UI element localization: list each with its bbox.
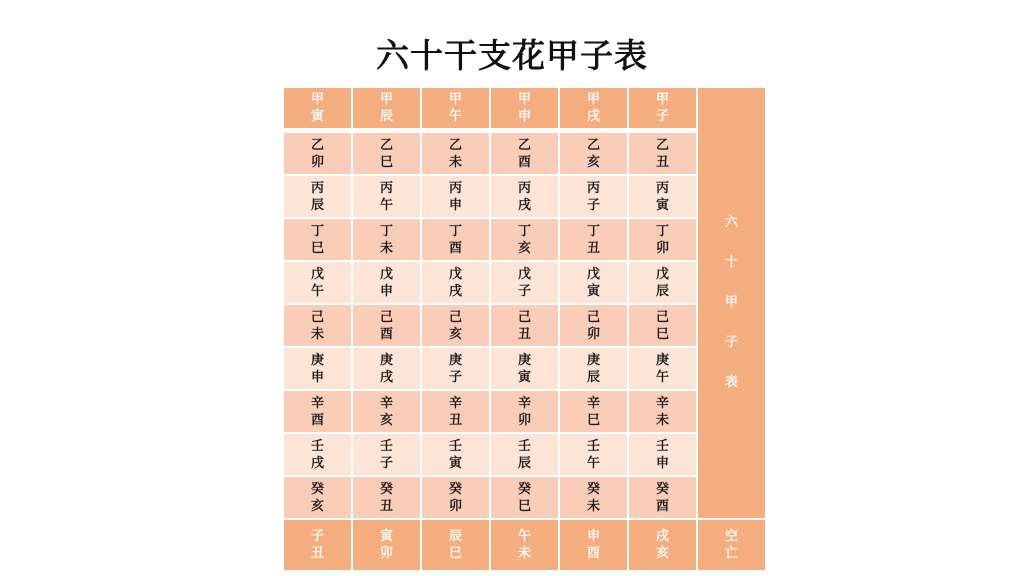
branch-char: 子 — [517, 283, 531, 299]
branch-char: 辰 — [586, 369, 600, 385]
stem-char: 丙 — [517, 180, 531, 196]
table-cell — [422, 477, 489, 518]
table-row — [284, 176, 765, 217]
stem-char: 乙 — [310, 137, 324, 153]
side-label-char: 甲 — [724, 295, 738, 310]
table-cell — [491, 133, 558, 174]
stem-char: 戊 — [655, 266, 669, 282]
stem-char: 丙 — [379, 180, 393, 196]
footer-side-char: 亡 — [724, 546, 738, 561]
stem-char: 癸 — [517, 481, 531, 497]
stem-char: 癸 — [448, 481, 462, 497]
table-row — [284, 219, 765, 260]
table-cell — [422, 391, 489, 432]
branch-char: 酉 — [586, 546, 600, 561]
stem-char: 戊 — [517, 266, 531, 282]
table-cell — [422, 434, 489, 475]
table-cell — [560, 133, 627, 174]
stem-char: 甲 — [379, 92, 393, 107]
table-cell — [284, 133, 351, 174]
table-cell — [284, 262, 351, 303]
footer-cell — [560, 520, 627, 570]
branch-char: 卯 — [586, 326, 600, 342]
stem-char: 庚 — [517, 352, 531, 368]
stem-char: 乙 — [379, 137, 393, 153]
stem-char: 丙 — [448, 180, 462, 196]
branch-char: 申 — [517, 109, 531, 124]
stem-char: 壬 — [655, 438, 669, 454]
stem-char: 丁 — [310, 223, 324, 239]
table-cell — [560, 219, 627, 260]
stem-char: 戊 — [586, 266, 600, 282]
separator — [353, 130, 420, 131]
header-cell — [284, 88, 351, 128]
branch-char: 卯 — [655, 240, 669, 256]
stem-char: 丙 — [655, 180, 669, 196]
stem-char: 己 — [310, 309, 324, 325]
stem-char: 丁 — [379, 223, 393, 239]
table-cell — [284, 434, 351, 475]
footer-cell — [491, 520, 558, 570]
separator-row — [284, 130, 765, 131]
branch-char: 亥 — [586, 154, 600, 170]
table-cell — [560, 348, 627, 389]
side-label-char: 表 — [724, 375, 738, 390]
branch-char: 未 — [448, 154, 462, 170]
branch-char: 戌 — [448, 283, 462, 299]
table-cell — [284, 219, 351, 260]
branch-char: 申 — [448, 197, 462, 213]
side-label-char: 子 — [724, 335, 738, 350]
table-cell — [491, 348, 558, 389]
table-row — [284, 391, 765, 432]
branch-char: 巳 — [517, 498, 531, 514]
branch-char: 未 — [310, 326, 324, 342]
stem-char: 壬 — [379, 438, 393, 454]
stem-char: 丁 — [448, 223, 462, 239]
branch-char: 酉 — [448, 240, 462, 256]
stem-char: 己 — [379, 309, 393, 325]
stem-char: 癸 — [655, 481, 669, 497]
table-cell — [491, 305, 558, 346]
table-cell — [560, 434, 627, 475]
stem-char: 甲 — [310, 92, 324, 107]
table-cell — [353, 133, 420, 174]
stem-char: 癸 — [379, 481, 393, 497]
branch-char: 戌 — [310, 455, 324, 471]
header-cell — [353, 88, 420, 128]
branch-char: 申 — [655, 455, 669, 471]
branch-char: 亥 — [379, 412, 393, 428]
table-cell — [629, 434, 696, 475]
table-cell — [353, 348, 420, 389]
branch-char: 未 — [586, 498, 600, 514]
table-cell — [422, 176, 489, 217]
branch-char: 子 — [448, 369, 462, 385]
stem-char: 午 — [517, 529, 531, 544]
side-label-char: 十 — [724, 255, 738, 270]
table-cell — [629, 348, 696, 389]
stem-char: 庚 — [379, 352, 393, 368]
header-cell — [629, 88, 696, 128]
branch-char: 寅 — [655, 197, 669, 213]
branch-char: 辰 — [379, 109, 393, 124]
stem-char: 戌 — [655, 529, 669, 544]
branch-char: 子 — [655, 109, 669, 124]
table-cell — [629, 133, 696, 174]
table-cell — [353, 434, 420, 475]
table-cell — [422, 219, 489, 260]
side-label — [698, 88, 765, 518]
stem-char: 丁 — [517, 223, 531, 239]
stem-char: 乙 — [655, 137, 669, 153]
branch-char: 申 — [379, 283, 393, 299]
stem-char: 甲 — [517, 92, 531, 107]
stem-char: 辛 — [448, 395, 462, 411]
branch-char: 亥 — [448, 326, 462, 342]
stem-char: 壬 — [448, 438, 462, 454]
table-cell — [629, 176, 696, 217]
branch-char: 辰 — [517, 455, 531, 471]
footer-side-label — [698, 520, 765, 570]
header-cell — [560, 88, 627, 128]
stem-char: 庚 — [310, 352, 324, 368]
table-cell — [560, 477, 627, 518]
table-cell — [422, 133, 489, 174]
table-cell — [284, 391, 351, 432]
branch-char: 丑 — [310, 546, 324, 561]
table-cell — [422, 262, 489, 303]
branch-char: 午 — [310, 283, 324, 299]
branch-char: 午 — [655, 369, 669, 385]
stem-char: 戊 — [448, 266, 462, 282]
branch-char: 巳 — [586, 412, 600, 428]
stem-char: 己 — [655, 309, 669, 325]
branch-char: 未 — [517, 546, 531, 561]
table-row — [284, 348, 765, 389]
branch-char: 未 — [379, 240, 393, 256]
table-cell — [491, 477, 558, 518]
table-cell — [560, 262, 627, 303]
branch-char: 亥 — [655, 546, 669, 561]
branch-char: 辰 — [310, 197, 324, 213]
branch-char: 巳 — [310, 240, 324, 256]
footer-row — [284, 520, 765, 570]
stem-char: 辛 — [655, 395, 669, 411]
stem-char: 己 — [586, 309, 600, 325]
table-cell — [353, 305, 420, 346]
separator — [629, 130, 696, 131]
table-cell — [353, 262, 420, 303]
table-cell — [629, 262, 696, 303]
stem-char: 丁 — [586, 223, 600, 239]
stem-char: 戊 — [310, 266, 324, 282]
stem-char: 甲 — [586, 92, 600, 107]
table-cell — [491, 391, 558, 432]
branch-char: 丑 — [448, 412, 462, 428]
branch-char: 巳 — [448, 546, 462, 561]
stem-char: 己 — [448, 309, 462, 325]
table-cell — [284, 348, 351, 389]
stem-char: 己 — [517, 309, 531, 325]
stem-char: 辰 — [448, 529, 462, 544]
footer-cell — [629, 520, 696, 570]
stem-char: 辛 — [517, 395, 531, 411]
stem-char: 戊 — [379, 266, 393, 282]
stem-char: 癸 — [586, 481, 600, 497]
stem-char: 丁 — [655, 223, 669, 239]
footer-cell — [284, 520, 351, 570]
table-cell — [491, 176, 558, 217]
stem-char: 乙 — [586, 137, 600, 153]
branch-char: 申 — [310, 369, 324, 385]
stem-char: 丙 — [310, 180, 324, 196]
stem-char: 辛 — [310, 395, 324, 411]
stem-char: 壬 — [310, 438, 324, 454]
stem-char: 寅 — [379, 529, 393, 544]
table-row — [284, 262, 765, 303]
branch-char: 酉 — [379, 326, 393, 342]
branch-char: 丑 — [517, 326, 531, 342]
footer-cell — [422, 520, 489, 570]
stem-char: 丙 — [586, 180, 600, 196]
branch-char: 子 — [379, 455, 393, 471]
stem-char: 庚 — [586, 352, 600, 368]
side-label-char: 六 — [724, 215, 738, 230]
stem-char: 甲 — [655, 92, 669, 107]
table-cell — [629, 391, 696, 432]
separator — [422, 130, 489, 131]
footer-cell — [353, 520, 420, 570]
table-row — [284, 305, 765, 346]
table-cell — [284, 176, 351, 217]
branch-char: 未 — [655, 412, 669, 428]
stem-char: 甲 — [448, 92, 462, 107]
branch-char: 子 — [586, 197, 600, 213]
separator — [560, 130, 627, 131]
branch-char: 寅 — [310, 109, 324, 124]
branch-char: 亥 — [310, 498, 324, 514]
stem-char: 癸 — [310, 481, 324, 497]
table-row — [284, 434, 765, 475]
table-row — [284, 133, 765, 174]
header-cell — [491, 88, 558, 128]
branch-char: 丑 — [586, 240, 600, 256]
stem-char: 庚 — [655, 352, 669, 368]
header-cell — [422, 88, 489, 128]
table-cell — [284, 305, 351, 346]
table-cell — [491, 262, 558, 303]
table-cell — [560, 176, 627, 217]
branch-char: 午 — [586, 455, 600, 471]
branch-char: 巳 — [655, 326, 669, 342]
branch-char: 寅 — [517, 369, 531, 385]
branch-char: 辰 — [655, 283, 669, 299]
stem-char: 壬 — [586, 438, 600, 454]
table-cell — [491, 219, 558, 260]
branch-char: 午 — [379, 197, 393, 213]
separator — [284, 130, 351, 131]
table-cell — [353, 477, 420, 518]
stem-char: 乙 — [448, 137, 462, 153]
table-cell — [629, 305, 696, 346]
stem-char: 辛 — [379, 395, 393, 411]
stem-char: 壬 — [517, 438, 531, 454]
table-cell — [353, 391, 420, 432]
table-row — [284, 477, 765, 518]
stem-char: 申 — [586, 529, 600, 544]
branch-char: 丑 — [379, 498, 393, 514]
branch-char: 戌 — [517, 197, 531, 213]
stem-char: 乙 — [517, 137, 531, 153]
branch-char: 戌 — [586, 109, 600, 124]
branch-char: 酉 — [310, 412, 324, 428]
table-cell — [560, 391, 627, 432]
table-cell — [353, 219, 420, 260]
branch-char: 卯 — [379, 546, 393, 561]
branch-char: 丑 — [655, 154, 669, 170]
branch-char: 酉 — [655, 498, 669, 514]
sexagenary-table — [282, 86, 767, 572]
table-cell — [560, 305, 627, 346]
table-cell — [353, 176, 420, 217]
table-cell — [491, 434, 558, 475]
table-cell — [629, 477, 696, 518]
table-cell — [422, 348, 489, 389]
footer-side-char: 空 — [724, 529, 738, 544]
table-cell — [284, 477, 351, 518]
branch-char: 巳 — [379, 154, 393, 170]
separator — [491, 130, 558, 131]
table-cell — [422, 305, 489, 346]
stem-char: 庚 — [448, 352, 462, 368]
branch-char: 寅 — [448, 455, 462, 471]
branch-char: 卯 — [310, 154, 324, 170]
branch-char: 寅 — [586, 283, 600, 299]
branch-char: 午 — [448, 109, 462, 124]
page-title: 六十干支花甲子表 — [376, 36, 648, 75]
branch-char: 卯 — [448, 498, 462, 514]
stem-char: 子 — [310, 529, 324, 544]
header-row — [284, 88, 765, 128]
branch-char: 酉 — [517, 154, 531, 170]
branch-char: 亥 — [517, 240, 531, 256]
branch-char: 戌 — [379, 369, 393, 385]
stem-char: 辛 — [586, 395, 600, 411]
branch-char: 卯 — [517, 412, 531, 428]
table-cell — [629, 219, 696, 260]
